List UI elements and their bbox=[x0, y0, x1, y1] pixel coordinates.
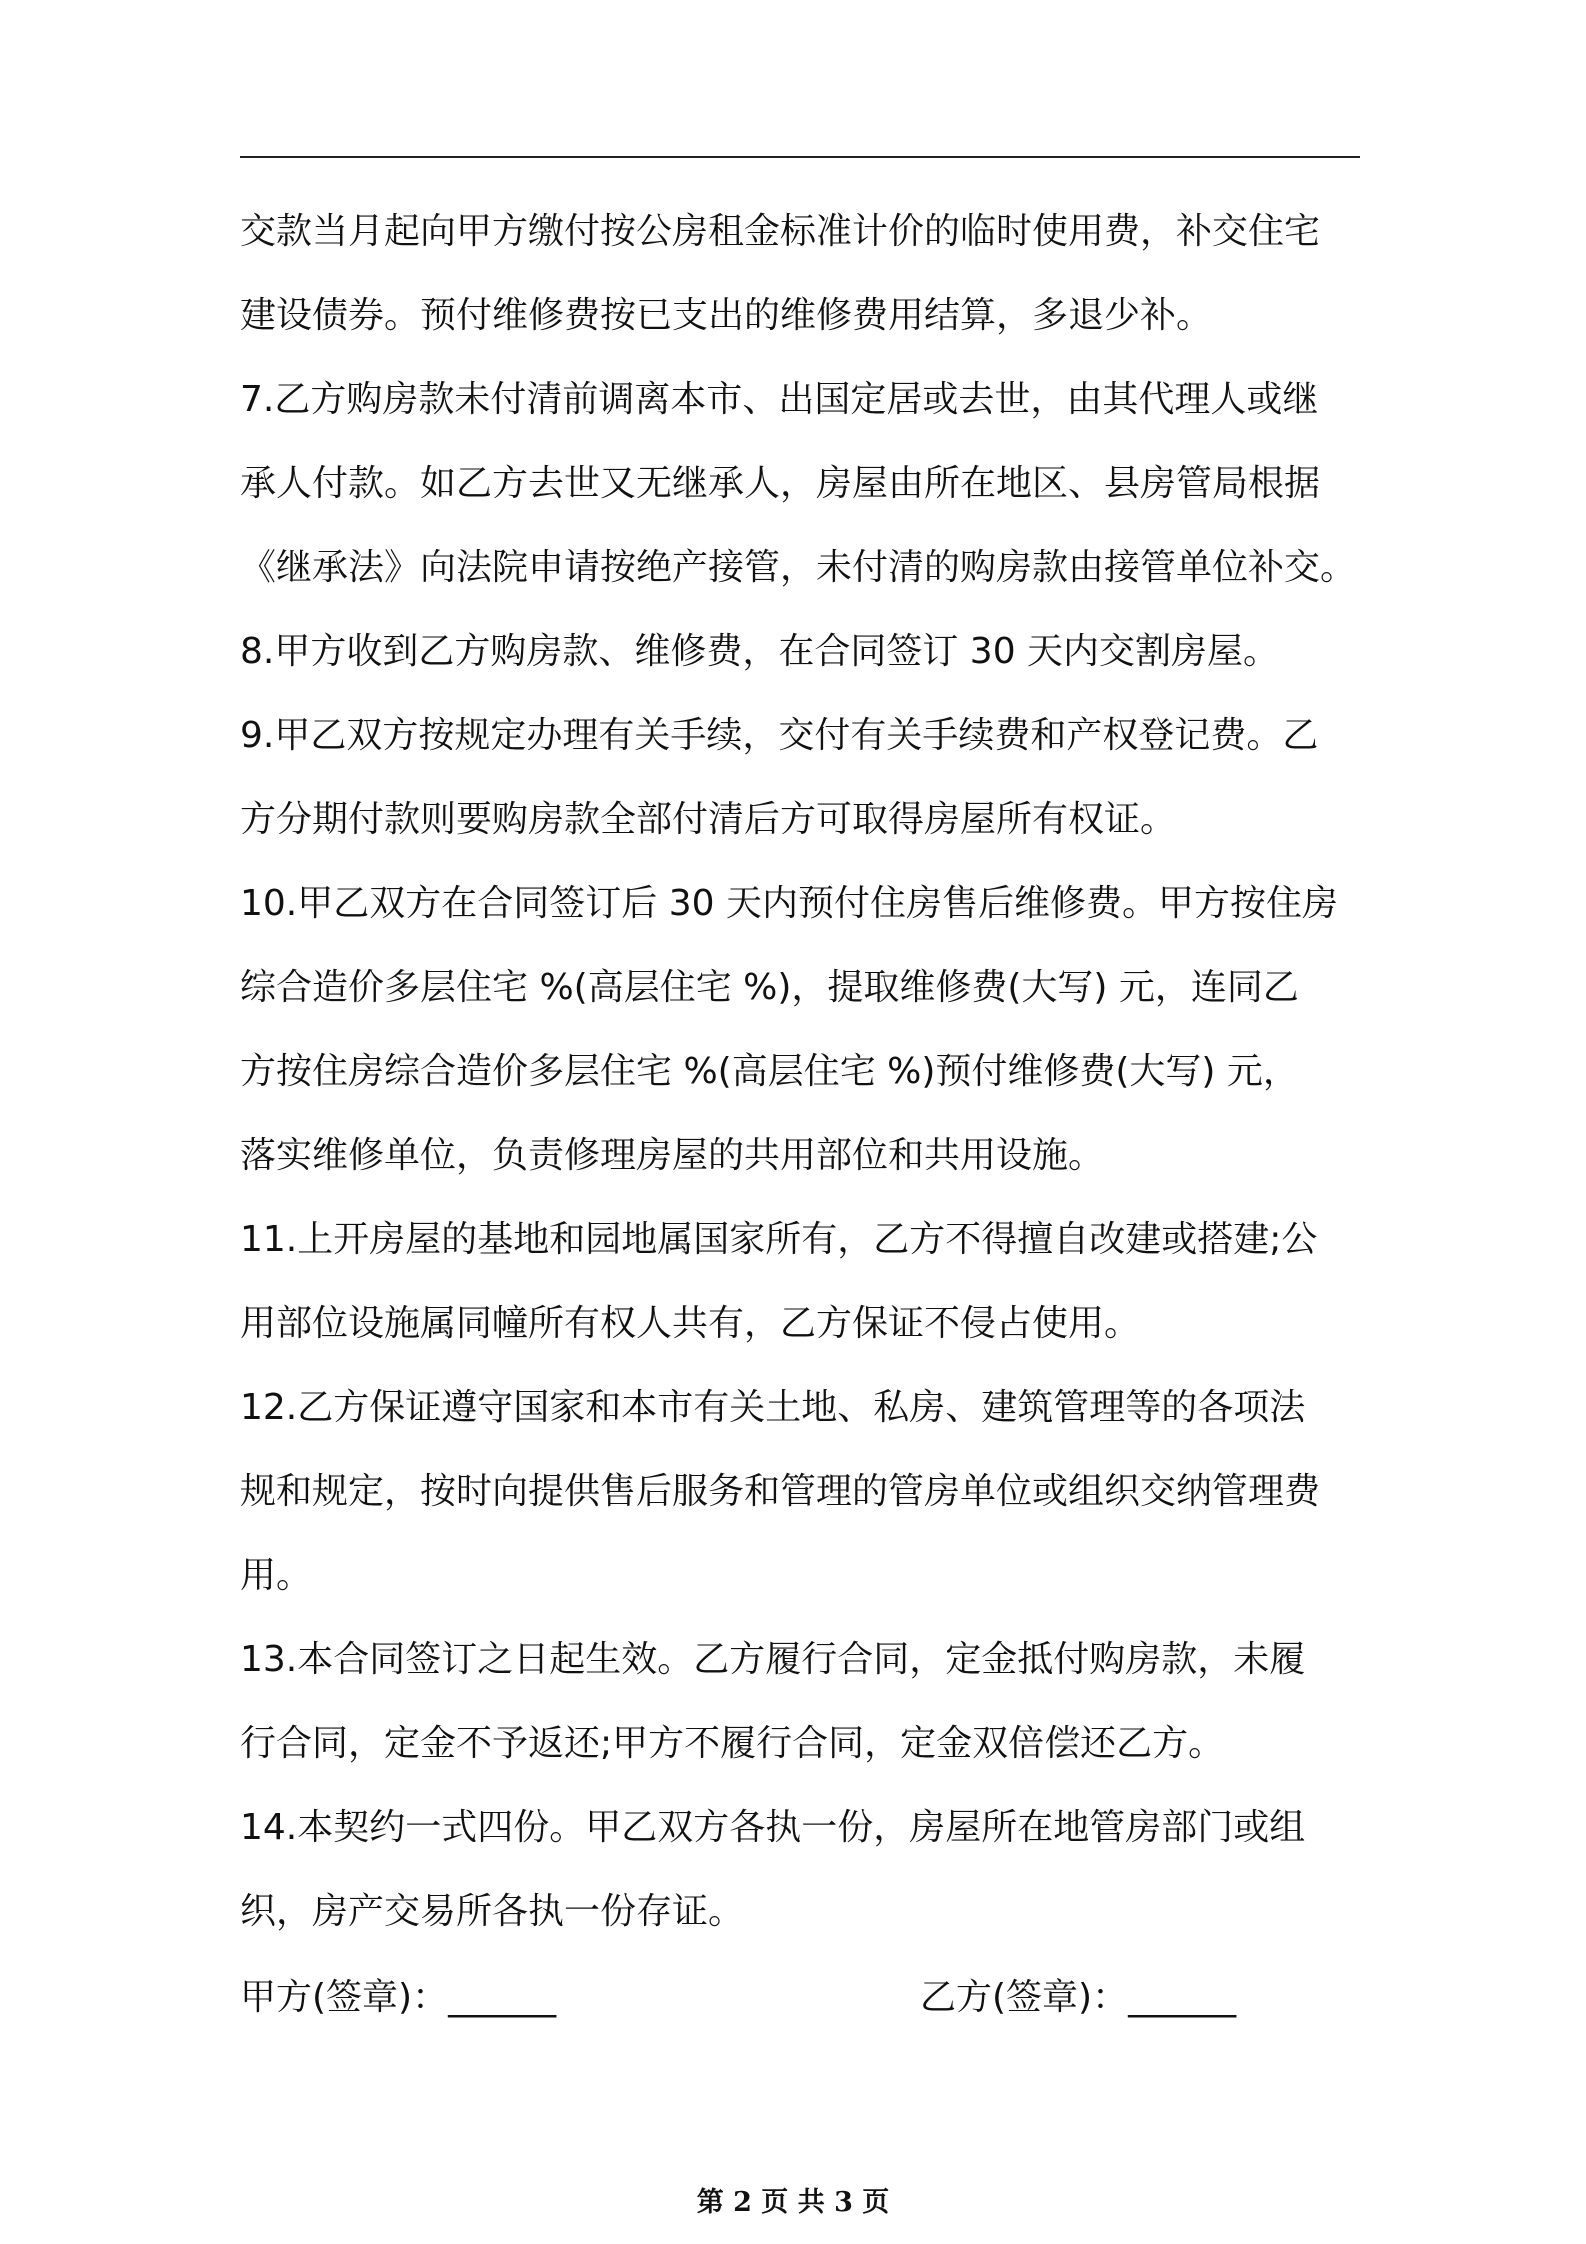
page-number: 第 2 页 共 3 页 bbox=[696, 2187, 890, 2218]
header-rule bbox=[240, 156, 1360, 158]
text-line: 承人付款。如乙方去世又无继承人，房屋由所在地区、县房管局根据 bbox=[240, 463, 1321, 504]
text-line: 建设债券。预付维修费按已支出的维修费用结算，多退少补。 bbox=[240, 295, 1213, 336]
contract-body bbox=[240, 190, 1360, 1954]
text-line: 交款当月起向甲方缴付按公房租金标准计价的临时使用费，补交住宅 bbox=[240, 211, 1321, 252]
text-line: 织，房产交易所各执一份存证。 bbox=[240, 1891, 745, 1932]
text-line: 方分期付款则要购房款全部付清后方可取得房屋所有权证。 bbox=[240, 799, 1177, 840]
text-line: 落实维修单位，负责修理房屋的共用部位和共用设施。 bbox=[240, 1135, 1105, 1176]
clause-8: 8.甲方收到乙方购房款、维修费，在合同签订 30 天内交割房屋。 bbox=[240, 631, 1280, 672]
text-line: 行合同，定金不予返还;甲方不履行合同，定金双倍偿还乙方。 bbox=[240, 1723, 1225, 1764]
text-line: 综合造价多层住宅 %(高层住宅 %)，提取维修费(大写) 元，连同乙 bbox=[240, 967, 1299, 1008]
text-line: 《继承法》向法院申请按绝产接管，未付清的购房款由接管单位补交。 bbox=[240, 547, 1357, 588]
signature-row bbox=[240, 1956, 1360, 2040]
text-line: 方按住房综合造价多层住宅 %(高层住宅 %)预付维修费(大写) 元， bbox=[240, 1051, 1299, 1092]
clause-10: 10.甲乙双方在合同签订后 30 天内预付住房售后维修费。甲方按住房 bbox=[240, 883, 1338, 924]
clause-13: 13.本合同签订之日起生效。乙方履行合同，定金抵付购房款，未履 bbox=[240, 1639, 1306, 1680]
text-line: 用。 bbox=[240, 1555, 313, 1596]
clause-12: 12.乙方保证遵守国家和本市有关土地、私房、建筑管理等的各项法 bbox=[240, 1387, 1306, 1428]
text-line: 用部位设施属同幢所有权人共有，乙方保证不侵占使用。 bbox=[240, 1303, 1141, 1344]
party-b-signature: 乙方(签章)：______ bbox=[920, 1977, 1237, 2018]
clause-11: 11.上开房屋的基地和园地属国家所有，乙方不得擅自改建或搭建;公 bbox=[240, 1219, 1318, 1260]
clause-7: 7.乙方购房款未付清前调离本市、出国定居或去世，由其代理人或继 bbox=[240, 379, 1319, 420]
clause-14: 14.本契约一式四份。甲乙双方各执一份，房屋所在地管房部门或组 bbox=[240, 1807, 1306, 1848]
clause-9: 9.甲乙双方按规定办理有关手续，交付有关手续费和产权登记费。乙 bbox=[240, 715, 1319, 756]
text-line: 规和规定，按时向提供售后服务和管理的管房单位或组织交纳管理费 bbox=[240, 1471, 1321, 1512]
party-a-signature: 甲方(签章)：______ bbox=[240, 1977, 557, 2018]
